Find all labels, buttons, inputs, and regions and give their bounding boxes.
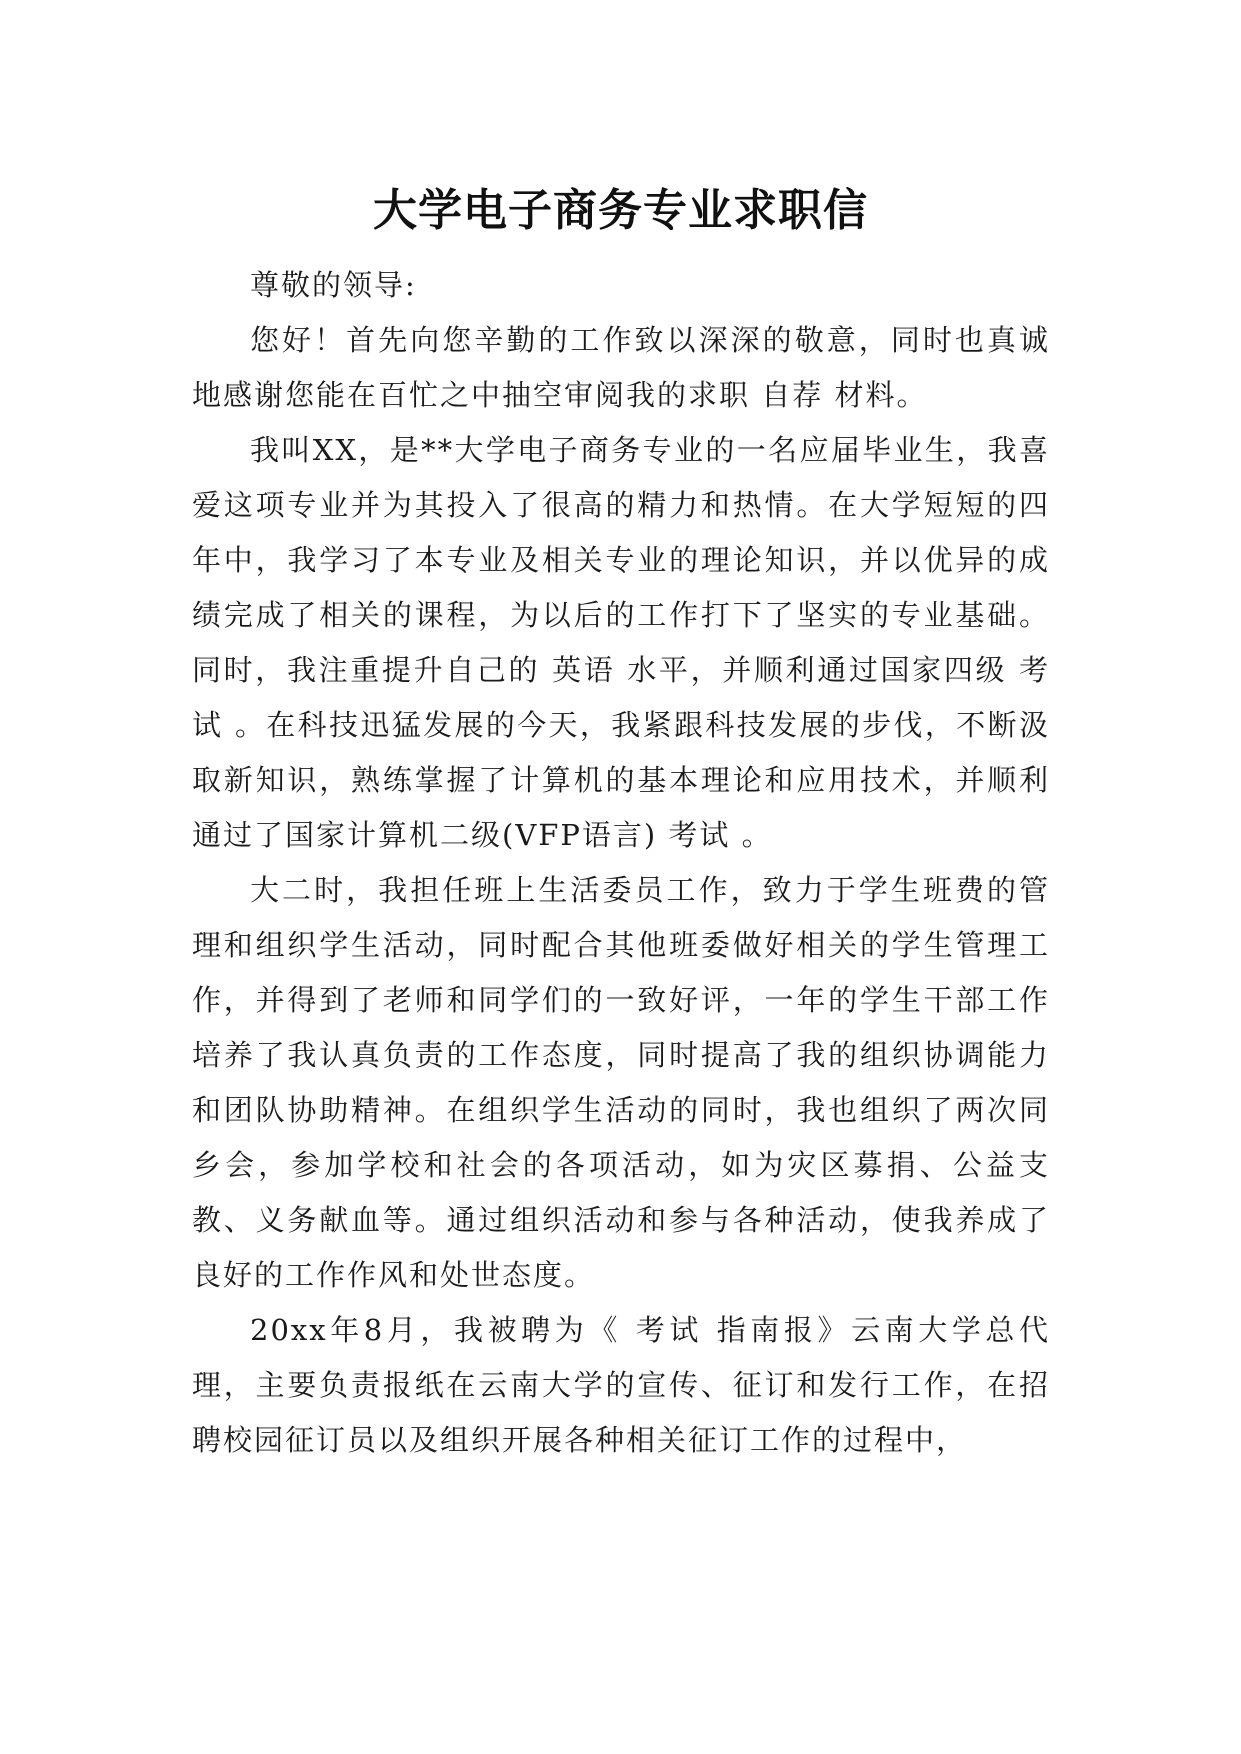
paragraph-education: 我叫XX，是**大学电子商务专业的一名应届毕业生，我喜爱这项专业并为其投入了很高的精力和热情。在大学短短的四年中，我学习了本专业及相关专业的理论知识，并以优异的成绩完成了相关的课程，为以后的工作打下了坚实的专业基础。同时，我注重提升自己的 英语 水平，并顺利通过国家四级 考试 。在科技迅猛发展的今天，我紧跟科技发展的步伐，不断汲取新知识，熟练掌握了计算机的基本理论和应用技术，并顺利通过了国家计算机二级(VFP语言) 考试 。 bbox=[192, 433, 1050, 852]
salutation: 尊敬的领导: bbox=[250, 268, 417, 302]
paragraph-student-work: 大二时，我担任班上生活委员工作，致力于学生班费的管理和组织学生活动，同时配合其他班委做好相关的学生管理工作，并得到了老师和同学们的一致好评，一年的学生干部工作培养了我认真负责的工作态度，同时提高了我的组织协调能力和团队协助精神。在组织学生活动的同时，我也组织了两次同乡会，参加学校和社会的各项活动，如为灾区募捐、公益支教、义务献血等。通过组织活动和参与各种活动，使我养成了良好的工作作风和处世态度。 bbox=[192, 873, 1050, 1292]
paragraph-greeting: 您好！首先向您辛勤的工作致以深深的敬意，同时也真诚地感谢您能在百忙之中抽空审阅我的求职 自荐 材料。 bbox=[192, 323, 1050, 412]
document-body bbox=[192, 258, 1050, 1468]
document-title: 大学电子商务专业求职信 bbox=[373, 185, 868, 237]
paragraph-agency-work: 20xx年8月，我被聘为《 考试 指南报》云南大学总代理，主要负责报纸在云南大学的宣传、征订和发行工作，在招聘校园征订员以及组织开展各种相关征订工作的过程中， bbox=[192, 1313, 1050, 1457]
